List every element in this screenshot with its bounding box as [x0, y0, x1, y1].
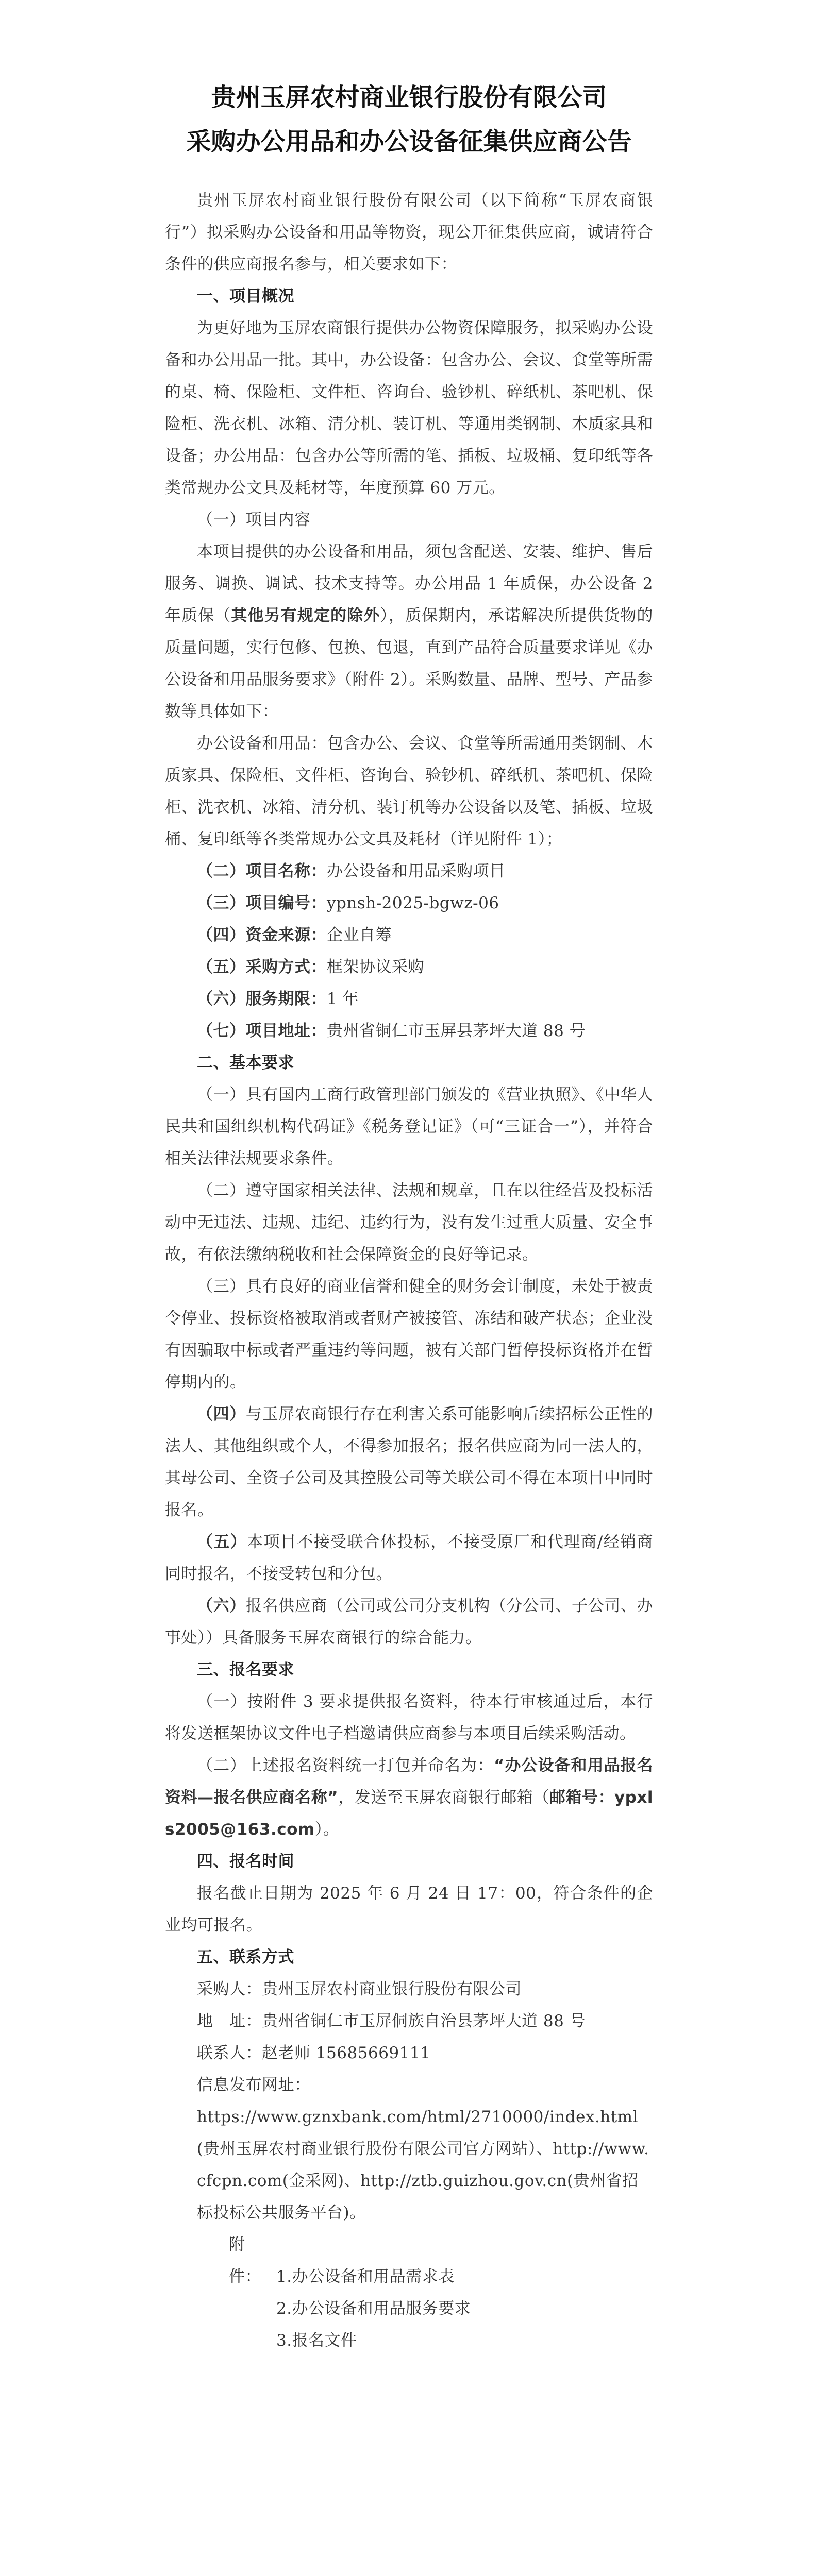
project-number-label: （三）项目编号：	[197, 894, 327, 912]
project-name-row	[165, 855, 653, 887]
section-1-paragraph: 为更好地为玉屏农商银行提供办公物资保障服务，拟采购办公设备和办公用品一批。其中，办公设备：包含办公、会议、食堂等所需的桌、椅、保险柜、文件柜、咨询台、验钞机、碎纸机、茶吧机、保险柜、洗衣机、冰箱、清分机、装订机、等通用类钢制、木质家具和设备；办公用品：包含办公等所需的笔、插板、垃圾桶、复印纸等各类常规办公文具及耗材等，年度预算 60 万元。	[165, 319, 653, 497]
requirement-5	[165, 1526, 653, 1590]
purchase-method-label: （五）采购方式：	[197, 958, 327, 976]
attachment-item-3: 3.报名文件	[276, 2331, 357, 2350]
intro-paragraph: 贵州玉屏农村商业银行股份有限公司（以下简称“玉屏农商银行”）拟采购办公设备和用品等物资，现公开征集供应商，诚请符合条件的供应商报名参与，相关要求如下：	[165, 191, 653, 274]
section-3-heading: 三、报名要求	[197, 1660, 294, 1679]
service-period-label: （六）服务期限：	[197, 990, 327, 1008]
requirement-4	[165, 1398, 653, 1526]
project-number-value: ypnsh-2025-bgwz-06	[327, 894, 499, 912]
attachment-item-2: 2.办公设备和用品服务要求	[276, 2299, 471, 2318]
project-name-value: 办公设备和用品采购项目	[327, 862, 506, 880]
deadline-paragraph: 报名截止日期为 2025 年 6 月 24 日 17：00，符合条件的企业均可报名。	[165, 1884, 653, 1935]
fund-source-value: 企业自筹	[327, 926, 392, 944]
section-2-heading: 二、基本要求	[197, 1054, 294, 1072]
fund-source-label: （四）资金来源：	[197, 926, 327, 944]
requirement-4-text: 与玉屏农商银行存在利害关系可能影响后续招标公正性的法人、其他组织或个人，不得参加报名；报名供应商为同一法人的，其母公司、全资子公司及其控股公司等关联公司不得在本项目中同时报名。	[165, 1405, 654, 1519]
contact-person-line: 联系人：赵老师 15685669111	[197, 2044, 431, 2062]
requirement-3: （三）具有良好的商业信誉和健全的财务会计制度，未处于被责令停业、投标资格被取消或者财产被接管、冻结和破产状态；企业没有因骗取中标或者严重违约等问题，被有关部门暂停投标资格并在暂停期内的。	[165, 1277, 653, 1392]
registration-req-2	[165, 1750, 653, 1845]
address-line: 地 址：贵州省铜仁市玉屏侗族自治县茅坪大道 88 号	[197, 2012, 586, 2030]
registration-req-2-text-c: ）。	[314, 1820, 340, 1839]
requirement-2: （二）遵守国家相关法律、法规和规章，且在以往经营及投标活动中无违法、违规、违纪、违约行为，没有发生过重大质量、安全事故，有依法缴纳税收和社会保障资金的良好等记录。	[165, 1181, 653, 1264]
project-address-row	[165, 1015, 653, 1047]
purchase-method-row	[165, 951, 653, 983]
title-line-2: 采购办公用品和办公设备征集供应商公告	[186, 127, 632, 156]
project-name-label: （二）项目名称：	[197, 862, 327, 880]
requirement-6-label: （六）	[197, 1597, 246, 1615]
attachments-label: 附件：	[229, 2235, 261, 2286]
attachment-row-1	[165, 2229, 653, 2293]
registration-req-2-text-b: ，发送至玉屏农商银行邮箱（	[338, 1788, 549, 1807]
service-period-value: 1 年	[327, 990, 359, 1008]
registration-package-name: “办公设备和用品报名资料—报名供应商名称”	[165, 1756, 654, 1807]
title-line-1: 贵州玉屏农村商业银行股份有限公司	[211, 83, 607, 112]
sub-1-paragraph-2: 办公设备和用品：包含办公、会议、食堂等所需通用类钢制、木质家具、保险柜、文件柜、咨询台、验钞机、碎纸机、茶吧机、保险柜、洗衣机、冰箱、清分机、装订机等办公设备以及笔、插板、垃圾桶、复印纸等各类常规办公文具及耗材（详见附件 1）；	[165, 734, 653, 849]
requirement-5-text: 本项目不接受联合体投标，不接受原厂和代理商/经销商同时报名，不接受转包和分包。	[165, 1533, 653, 1583]
fund-source-row	[165, 919, 653, 951]
info-site-urls[interactable]: https://www.gznxbank.com/html/2710000/index.html(贵州玉屏农村商业银行股份有限公司官方网站）、http://www.cfcpn.com(金采网)、http://ztb.guizhou.gov.cn(贵州省招标投标公共服务平台)。	[197, 2108, 649, 2222]
section-5-heading: 五、联系方式	[197, 1948, 294, 1967]
requirement-6	[165, 1590, 653, 1654]
info-site-label: 信息发布网址：	[197, 2076, 311, 2094]
project-address-value: 贵州省铜仁市玉屏县茅坪大道 88 号	[327, 1022, 586, 1040]
registration-email[interactable]: 邮箱号：ypxls2005@163.com	[165, 1788, 653, 1839]
requirement-6-text: 报名供应商（公司或公司分支机构（分公司、子公司、办事处））具备服务玉屏农商银行的综合能力。	[165, 1597, 654, 1647]
registration-req-2-text-a: （二）上述报名资料统一打包并命名为：	[197, 1756, 494, 1775]
sub-1-text-a: 本项目提供的办公设备和用品，须包含配送、安装、维护、售后服务、调换、调试、技术支持等。办公用品 1 年质保，办公设备 2 年质保（	[165, 543, 653, 625]
sub-1-bold-text: 其他另有规定的除外	[231, 606, 380, 625]
section-1-heading: 一、项目概况	[197, 287, 294, 306]
sub-1-text-b: ），质保期内，承诺解决所提供货物的质量问题，实行包修、包换、包退，直到产品符合质量要求详见《办公设备和用品服务要求》（附件 2）。采购数量、品牌、型号、产品参数等具体如下：	[165, 606, 654, 721]
info-site-links[interactable]	[165, 2101, 653, 2229]
requirement-5-label: （五）	[197, 1533, 247, 1551]
purchase-method-value: 框架协议采购	[327, 958, 424, 976]
sub-1-heading: （一）项目内容	[197, 511, 311, 529]
purchaser-line: 采购人：贵州玉屏农村商业银行股份有限公司	[197, 1980, 522, 1998]
section-4-heading: 四、报名时间	[197, 1852, 294, 1871]
registration-req-1: （一）按附件 3 要求提供报名资料，待本行审核通过后，本行将发送框架协议文件电子档邀请供应商参与本项目后续采购活动。	[165, 1692, 653, 1743]
attachment-item-1: 1.办公设备和用品需求表	[276, 2267, 455, 2286]
announcement-body	[165, 184, 653, 2357]
project-address-label: （七）项目地址：	[197, 1022, 327, 1040]
sub-1-paragraph	[165, 536, 653, 727]
project-number-row	[165, 887, 653, 919]
service-period-row	[165, 983, 653, 1015]
requirement-1: （一）具有国内工商行政管理部门颁发的《营业执照》、《中华人民共和国组织机构代码证》《税务登记证》（可“三证合一”），并符合相关法律法规要求条件。	[165, 1086, 653, 1168]
requirement-4-label: （四）	[197, 1405, 246, 1423]
